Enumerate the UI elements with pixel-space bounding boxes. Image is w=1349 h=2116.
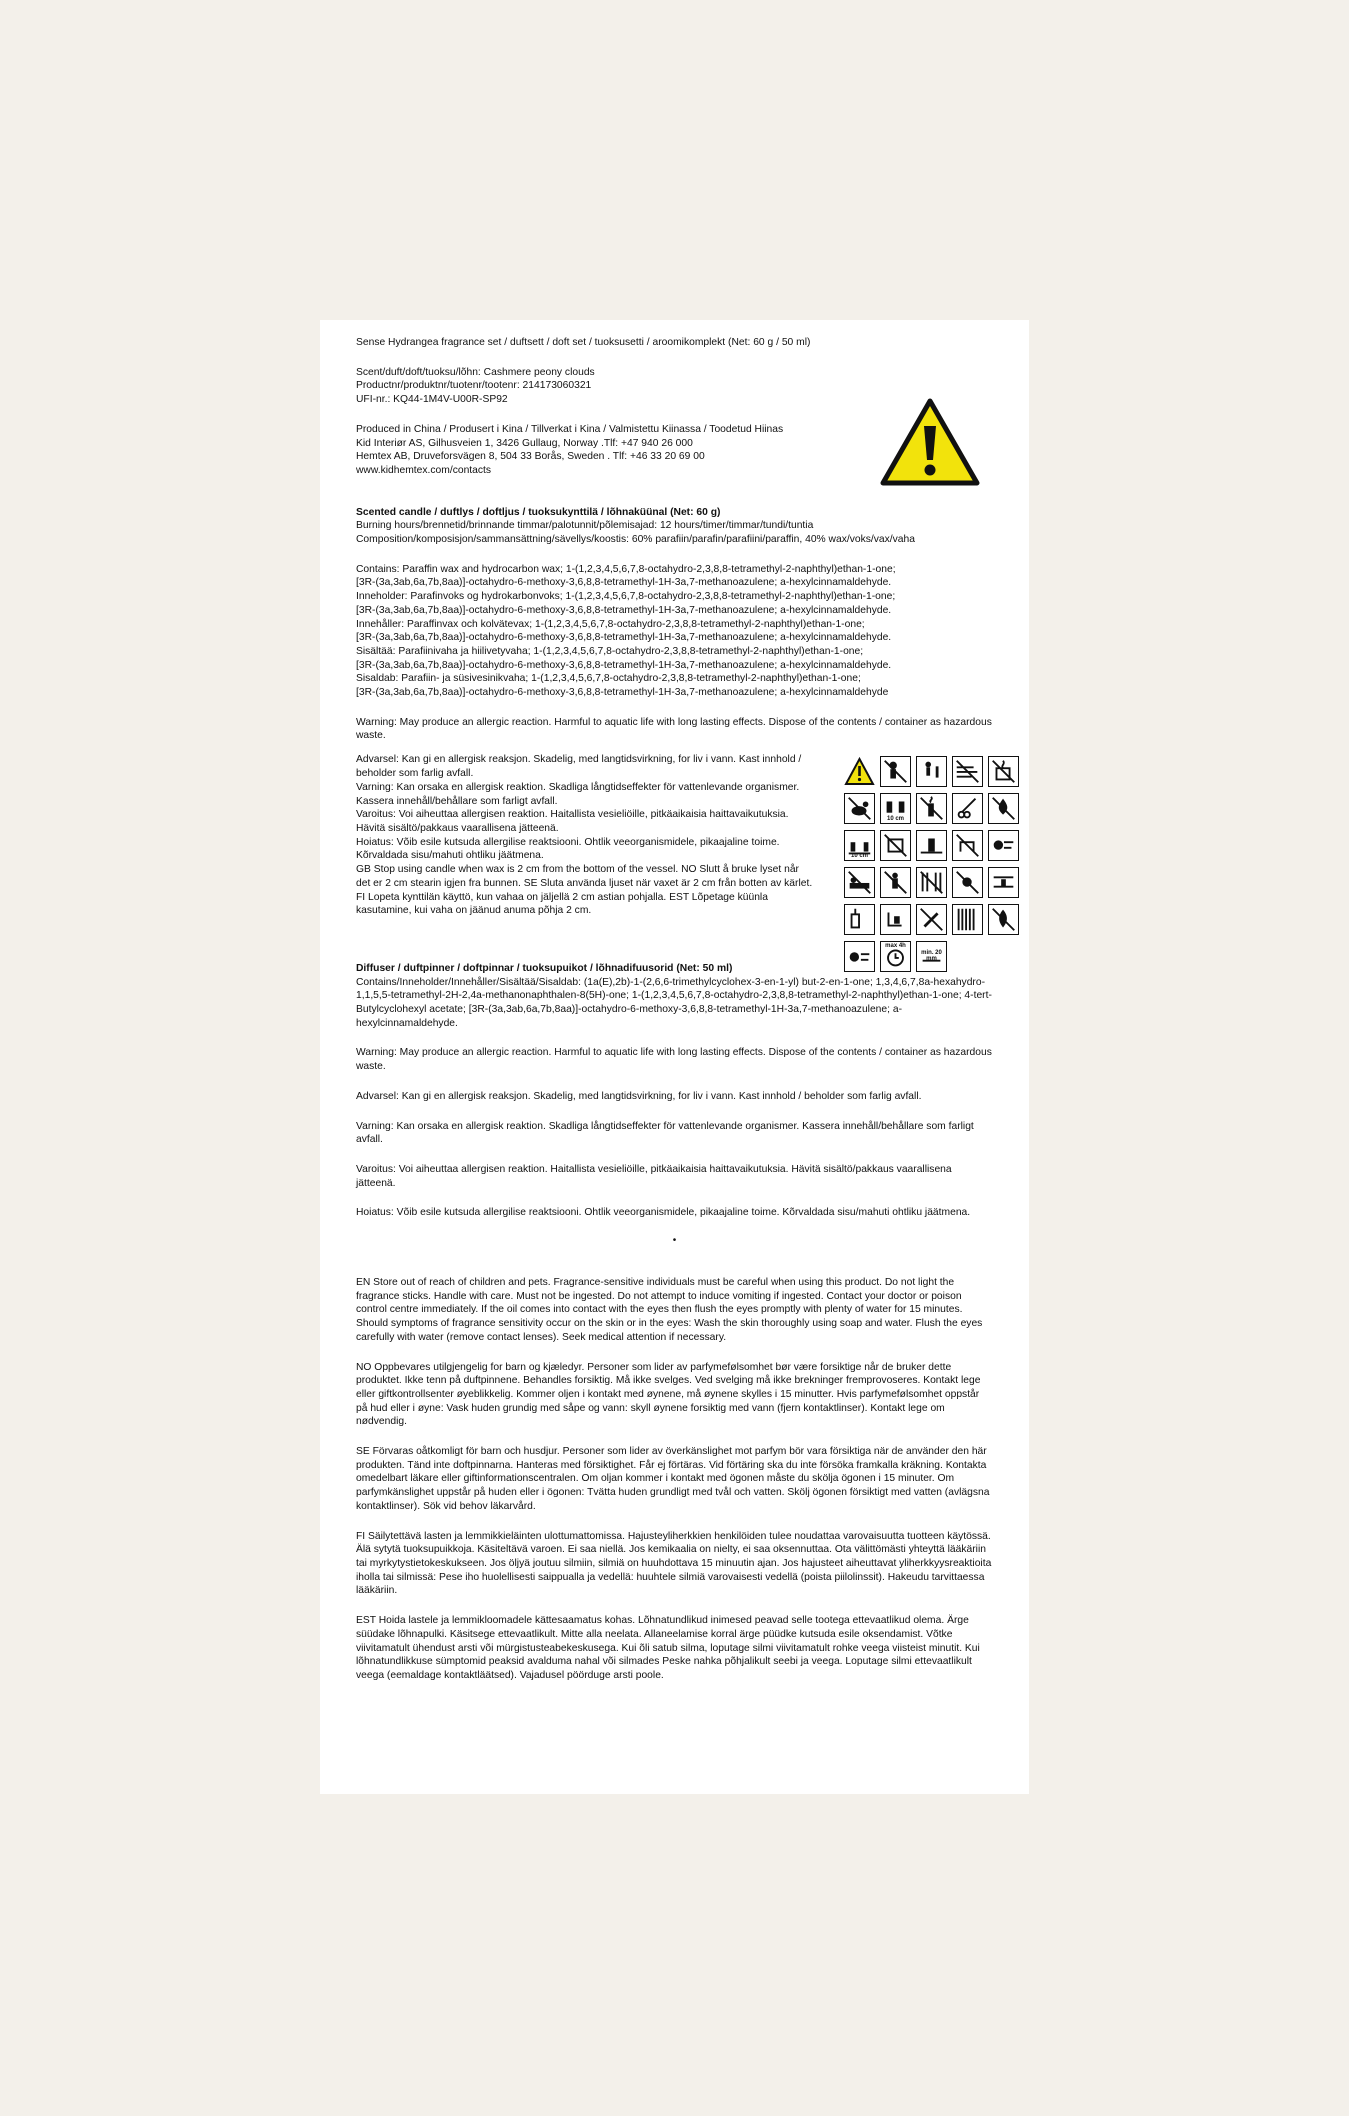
no-draught-icon bbox=[952, 756, 983, 787]
candle-contains bbox=[356, 563, 993, 700]
contains-line: [3R-(3a,3ab,6a,7b,8aa)]-octahydro-6-methoxy-3,6,8,8-tetramethyl-1H-3a,7-methanoazulene; a-hexylcinnamaldehyde. bbox=[356, 577, 892, 589]
safety-no: NO Oppbevares utilgjengelig for barn og kjæledyr. Personer som lider av parfymefølsomhet bør være forsiktige når de bruker dette produktet. Ikke tenn på duftpinnene. Behandles forsiktig. Må ikke svelges. Ved svelging må ikke brekninger fremprovoseres. Kontakt lege eller giftkontrollsenter øyeblikkelig. Kommer oljen i kontakt med øynene, må øynene skylles i 15 minutter. Hvis parfymefølsomhet oppstår på hud eller i øyne: Vask huden grundig med såpe og vann: skyll øynene forsiktig med vann (fjern kontaktlinser). Kontakt lege om nødvendig. bbox=[356, 1361, 981, 1428]
diffuser-heading: Diffuser / duftpinner / doftpinnar / tuoksupuikot / lõhnadifuusorid (Net: 50 ml) bbox=[356, 962, 733, 974]
contains-line: Innehåller: Paraffinvax och kolvätevax; 1-(1,2,3,4,5,6,7,8-octahydro-2,3,8,8-tetramethyl-2-naphthyl)ethan-1-one; bbox=[356, 618, 865, 630]
origin-line: Produced in China / Produsert i Kina / Tillverkat i Kina / Valmistettu Kiinassa / Toodetud Hiinas bbox=[356, 423, 784, 435]
diffuser-warning-en: Warning: May produce an allergic reaction. Harmful to aquatic life with long lasting effects. Dispose of the contents / container as hazardous waste. bbox=[356, 1047, 992, 1073]
contains-line: [3R-(3a,3ab,6a,7b,8aa)]-octahydro-6-methoxy-3,6,8,8-tetramethyl-1H-3a,7-methanoazulene; a-hexylcinnamaldehyde bbox=[356, 687, 889, 699]
stripe-pattern-icon bbox=[952, 904, 983, 935]
diffuser-warning-no: Advarsel: Kan gi en allergisk reaksjon. Skadelig, med langtidsvirkning, for liv i vann. Kast innhold / beholder som farlig avfall. bbox=[356, 1090, 922, 1102]
product-label bbox=[320, 320, 1029, 1794]
candle-warning-no: Advarsel: Kan gi en allergisk reaksjon. Skadelig, med langtidsvirkning, for liv i vann. Kast innhold / beholder som farlig avfall. bbox=[356, 754, 802, 780]
max-burn-time-icon: max 4h bbox=[880, 941, 911, 972]
no-hot-container-touch-icon bbox=[880, 904, 911, 935]
safety-est: EST Hoida lastele ja lemmikloomadele kättesaamatus kohas. Lõhnatundlikud inimesed peavad selle tootega ettevaatlikud olema. Ärge süüdake lõhnapulki. Käsitsege ettevaatlikult. Mitte alla neelata. Allaneelamise korral ärge püüdke kutsuda esile oksendamist. Võtke viivitamatult ühendust arsti või mürgistusteabekeskusega. Kui õli satub silma, loputage silmi viivitamatult rohke veega viisteist minutit. Kui lõhnatundlikkuse sümptomid peaksid avalduma nahal või silmades Peske nahka põhjalikult seebi ja veega. Loputage silmi ettevaatlikult veega (eemaldage kontaktläätsed). Vajadusel pöörduge arsti poole. bbox=[356, 1615, 980, 1681]
contains-line: Contains: Paraffin wax and hydrocarbon wax; 1-(1,2,3,4,5,6,7,8-octahydro-2,3,8,8-tetramethyl-2-naphthyl)ethan-1-one; bbox=[356, 563, 896, 575]
diffuser-warning-ee: Hoiatus: Võib esile kutsuda allergilise reaktsiooni. Ohtlik veeorganismidele, pikaajaline toime. Kõrvaldada sisu/mahuti ohtliku jäätmena. bbox=[356, 1207, 971, 1219]
contains-line: Sisältää: Parafiinivaha ja hiilivetyvaha; 1-(1,2,3,4,5,6,7,8-octahydro-2,3,8,8-tetramethyl-2-naphthyl)ethan-1-one; bbox=[356, 645, 864, 657]
do-not-blow-icon bbox=[988, 830, 1019, 861]
stable-surface-icon bbox=[916, 830, 947, 861]
diffuser-section bbox=[356, 962, 993, 1031]
contains-line: Inneholder: Parafinvoks og hydrokarbonvoks; 1-(1,2,3,4,5,6,7,8-octahydro-2,3,8,8-tetramethyl-2-naphthyl)ethan-1-one; bbox=[356, 591, 896, 603]
contains-line: [3R-(3a,3ab,6a,7b,8aa)]-octahydro-6-methoxy-3,6,8,8-tetramethyl-1H-3a,7-methanoazulene; a-hexylcinnamaldehyde. bbox=[356, 604, 892, 616]
no-moving-lit-candle-icon bbox=[916, 793, 947, 824]
safety-fi: FI Säilytettävä lasten ja lemmikkieläinten ulottumattomissa. Hajusteyliherkkien henkilöiden tulee noudattaa varovaisuutta tuotteen käytössä. Älä sytytä tuoksupuikkoja. Käsiteltävä varoen. Ei saa niellä. Jos kemikaalia on nielty, ei saa oksennuttaa. Ota välittömästi yhteyttä lääkäriin tai myrkytystietokeskukseen. Jos öljyä joutuu silmiin, silmiä on huuhdottava 15 minuutin ajan. Jos hajusteet aiheuttavat yliherkkyysreaktioita iholla tai silmissä: Pese iho huolellisesti saippualla ja vedellä: huuhtele silmiä varovaisesti vedellä (poista piilolinssit). Hakeudu tarvittaessa lääkäriin. bbox=[356, 1530, 992, 1597]
composition: Composition/komposisjon/sammansättning/sävellys/koostis: 60% parafiin/parafin/parafiini/paraffin, 40% wax/voks/vax/vaha bbox=[356, 534, 915, 546]
contains-line: [3R-(3a,3ab,6a,7b,8aa)]-octahydro-6-methoxy-3,6,8,8-tetramethyl-1H-3a,7-methanoazulene; a-hexylcinnamaldehyde. bbox=[356, 659, 892, 671]
candle-safety-pictograms bbox=[844, 756, 1024, 972]
no-leave-unattended-icon bbox=[880, 867, 911, 898]
candle-warning-fi: Varoitus: Voi aiheuttaa allergisen reaktion. Haitallista vesieliöille, pitkäaikaisia haittavaikutuksia. Hävitä sisältö/pakkaus vaarallisena jätteenä. bbox=[356, 809, 789, 834]
kid-address: Kid Interiør AS, Gilhusveien 1, 3426 Gullaug, Norway .Tlf: +47 940 26 000 bbox=[356, 437, 693, 449]
no-sleeping-icon bbox=[844, 867, 875, 898]
safety-en: EN Store out of reach of children and pets. Fragrance-sensitive individuals must be careful when using this product. Do not light the fragrance sticks. Handle with care. Must not be ingested. Do not attempt to induce vomiting if ingested. Contact your doctor or poison control centre immediately. If the oil comes into contact with the eyes then flush the eyes promptly with plenty of water for 15 minutes. Should symptoms of fragrance sensitivity occur on the skin or in the eyes: Wash the skin thoroughly using soap and water. Flush the eyes carefully with water (remove contact lenses). Seek medical attention if necessary. bbox=[356, 1277, 983, 1343]
contains-line: [3R-(3a,3ab,6a,7b,8aa)]-octahydro-6-methoxy-3,6,8,8-tetramethyl-1H-3a,7-methanoazulene; a-hexylcinnamaldehyde. bbox=[356, 632, 892, 644]
divider-dot: • bbox=[672, 1235, 677, 1247]
no-touching-hot-wax-icon bbox=[952, 830, 983, 861]
no-sun-exposure-icon bbox=[952, 867, 983, 898]
no-children-icon bbox=[880, 756, 911, 787]
candle-stop-instruction: GB Stop using candle when wax is 2 cm from the bottom of the vessel. NO Slutt å bruke lyset når det er 2 cm stearin igjen fra bunnen. SE Sluta använda ljuset när vaxet är 2 cm från botten av kärlet. FI Lopeta kynttilän käyttö, kun vahaa on jäljellä 2 cm astian pohjalla. EST Lõpetage küünla kasutamine, kui vaha on jäänud anuma põhja 2 cm. bbox=[356, 864, 813, 917]
wick-height-icon bbox=[844, 904, 875, 935]
candle-warning-se: Varning: Kan orsaka en allergisk reaktion. Skadliga långtidseffekter för vattenlevande organismer. Kassera innehåll/behållare som farligt avfall. bbox=[356, 781, 800, 807]
trim-wick-icon bbox=[952, 793, 983, 824]
ufi-number: UFI-nr.: KQ44-1M4V-U00R-SP92 bbox=[356, 394, 508, 406]
no-water-extinguish-icon bbox=[988, 793, 1019, 824]
min-wax-depth-icon: min. 20 mm bbox=[916, 941, 947, 972]
candle-warning-ee: Hoiatus: Võib esile kutsuda allergilise reaktsiooni. Ohtlik veeorganismidele, pikaajaline toime. Kõrvaldada sisu/mahuti ohtliku jäätmena. bbox=[356, 836, 780, 862]
product-title: Sense Hydrangea fragrance set / duftsett / doft set / tuoksusetti / aroomikomplekt (Net: 60 g / 50 ml) bbox=[356, 337, 811, 348]
diffuser-warning-fi: Varoitus: Voi aiheuttaa allergisen reaktion. Haitallista vesieliöille, pitkäaikaisia haittavaikutuksia. Hävitä sisältö/pakkaus vaarallisena jätteenä. bbox=[356, 1163, 952, 1189]
contains-line: Sisaldab: Parafiin- ja süsivesinikvaha; 1-(1,2,3,4,5,6,7,8-octahydro-2,3,8,8-tetramethyl-2-naphthyl)ethan-1-one; bbox=[356, 673, 861, 685]
contact-url: www.kidhemtex.com/contacts bbox=[356, 464, 492, 476]
warning-triangle-icon bbox=[880, 398, 980, 486]
candle-warning-en: Warning: May produce an allergic reaction. Harmful to aquatic life with long lasting effects. Dispose of the contents / container as hazardous waste. bbox=[356, 716, 992, 742]
no-flammable-objects-icon bbox=[988, 756, 1019, 787]
small-warning-triangle-icon bbox=[844, 756, 875, 787]
scent-line: Scent/duft/doft/tuoksu/lõhn: Cashmere peony clouds bbox=[356, 366, 595, 378]
keep-away-from-children-icon bbox=[916, 756, 947, 787]
product-number: Productnr/produktnr/tuotenr/tootenr: 214173060321 bbox=[356, 380, 592, 392]
burning-hours: Burning hours/brennetid/brinnande timmar/palotunnit/põlemisajad: 12 hours/timer/timmar/tundi/tuntia bbox=[356, 520, 814, 532]
no-tools-icon bbox=[916, 904, 947, 935]
candle-warnings bbox=[356, 716, 993, 962]
do-not-blow-smoke-icon bbox=[844, 941, 875, 972]
candle-spacing-icon: 10 cm bbox=[880, 793, 911, 824]
candle-placement-icon: 10 cm bbox=[844, 830, 875, 861]
no-curtains-icon bbox=[916, 867, 947, 898]
safety-se: SE Förvaras oåtkomligt för barn och husdjur. Personer som lider av överkänslighet mot parfym bör vara försiktiga när de använder den här produkten. Tänd inte doftpinnarna. Hanteras med försiktighet. Får ej förtäras. Vid förtäring ska du inte försöka framkalla kräkning. Kontakta omedelbart läkare eller giftinformationscentralen. Om oljan kommer i kontakt med ögonen måste du skölja ögonen i 15 minuter. Om parfymkänslighet uppstår på huden eller i ögonen: Tvätta huden grundligt med tvål och vatten. Skölj ögonen försiktigt med vatten (avlägsna kontaktlinser). Sök vid behov läkarvård. bbox=[356, 1446, 990, 1512]
candle-section bbox=[356, 506, 993, 547]
no-shelf-icon bbox=[988, 867, 1019, 898]
diffuser-warning-se: Varning: Kan orsaka en allergisk reaktion. Skadliga långtidseffekter för vattenlevande organismer. Kassera innehåll/behållare som farligt avfall. bbox=[356, 1120, 974, 1146]
hemtex-address: Hemtex AB, Druveforsvägen 8, 504 33 Borås, Sweden . Tlf: +46 33 20 69 00 bbox=[356, 451, 705, 463]
diffuser-contains: Contains/Inneholder/Innehåller/Sisältää/Sisaldab: (1a(E),2b)-1-(2,6,6-trimethylcyclohex-3-en-1-yl) but-2-en-1-one; 1,3,4,6,7,8a-hexahydro-1,1,5,5-tetramethyl-2H-2,4a-methanonaphthalen-8(5H)-one; 1-(1,2,3,4,5,6,7,8-octahydro-2,3,8,8-tetramethyl-2-naphthyl)ethan-1-one; 4-tert-Butylcyclohexyl acetate; [3R-(3a,3ab,6a,7b,8aa)]-octahydro-6-methoxy-3,6,8,8-tetramethyl-1H-3a,7-methanoazulene; a-hexylcinnamaldehyde. bbox=[356, 976, 992, 1029]
no-pets-icon bbox=[844, 793, 875, 824]
no-heat-source-icon bbox=[880, 830, 911, 861]
candle-heading: Scented candle / duftlys / doftljus / tuoksukynttilä / lõhnaküünal (Net: 60 g) bbox=[356, 506, 721, 518]
no-open-flame-near-icon bbox=[988, 904, 1019, 935]
header-block bbox=[356, 336, 993, 350]
